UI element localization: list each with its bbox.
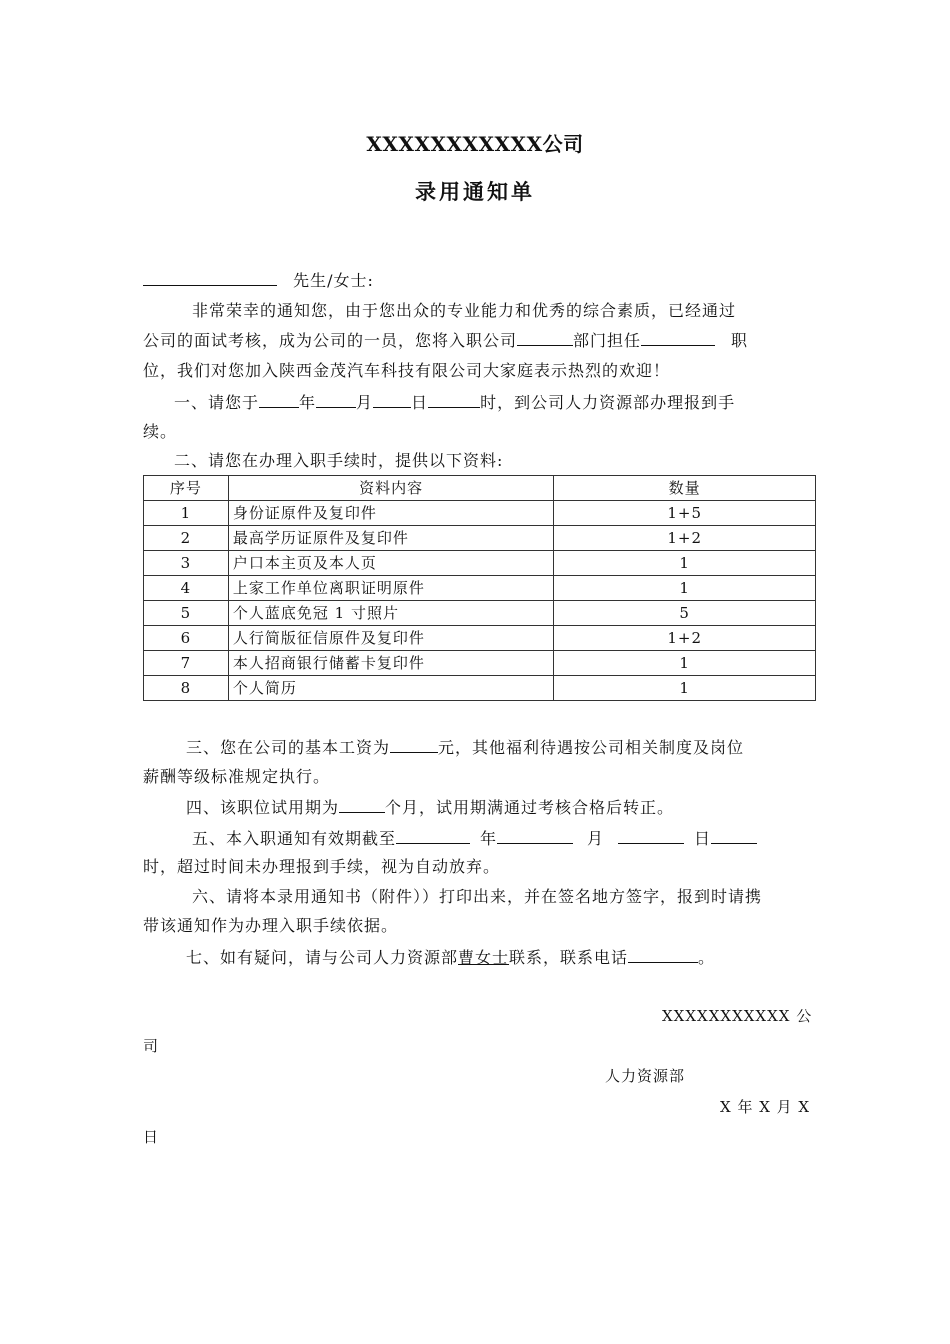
row-item: 最高学历证原件及复印件 (228, 526, 553, 551)
row-quantity: 1 (554, 576, 816, 601)
expiry-year-blank (396, 828, 470, 844)
row-number: 2 (144, 526, 229, 551)
expiry-day-blank (618, 828, 684, 844)
header-quantity: 数量 (554, 476, 816, 501)
row-item: 本人招商银行储蓄卡复印件 (228, 651, 553, 676)
item-7-middle: 联系，联系电话 (509, 948, 629, 967)
table-row (144, 501, 816, 526)
item-5-day: 日 (694, 829, 712, 848)
row-item: 个人蓝底免冠 1 寸照片 (228, 601, 553, 626)
item-6-line-2: 带该通知作为办理入职手续依据。 (143, 916, 399, 935)
item-1-year: 年 (299, 393, 317, 412)
table-row (144, 576, 816, 601)
phone-blank (628, 947, 698, 963)
row-number: 7 (144, 651, 229, 676)
item-1-day: 日 (411, 393, 429, 412)
expiry-month-blank (497, 828, 573, 844)
row-item: 人行简版征信原件及复印件 (228, 626, 553, 651)
item-7-prefix: 七、如有疑问，请与公司人力资源部 (186, 948, 459, 967)
signature-date-a: X 年 X 月 X (720, 1098, 811, 1116)
row-quantity: 1+2 (554, 626, 816, 651)
item-2-text: 二、请您在办理入职手续时，提供以下资料: (174, 451, 504, 470)
document-title: 录用通知单 (415, 179, 535, 204)
signature-date-b: 日 (143, 1128, 160, 1146)
row-number: 4 (144, 576, 229, 601)
report-year-blank (259, 392, 299, 408)
documents-table (143, 475, 816, 701)
salutation-line (143, 270, 374, 291)
table-row (144, 676, 816, 701)
intro-line-1: 非常荣幸的通知您，由于您出众的专业能力和优秀的综合素质，已经通过 (192, 301, 737, 320)
table-row (144, 526, 816, 551)
name-blank (143, 270, 277, 286)
row-number: 1 (144, 501, 229, 526)
row-quantity: 1+5 (554, 501, 816, 526)
row-quantity: 1+2 (554, 526, 816, 551)
table-row (144, 551, 816, 576)
row-quantity: 1 (554, 676, 816, 701)
row-quantity: 1 (554, 551, 816, 576)
contact-person: 曹女士 (458, 948, 510, 967)
item-4-suffix: 个月，试用期满通过考核合格后转正。 (385, 798, 675, 817)
item-3-prefix: 三、您在公司的基本工资为 (186, 738, 391, 757)
item-4-prefix: 四、该职位试用期为 (186, 798, 340, 817)
probation-blank (339, 797, 385, 813)
item-5-line-2: 时，超过时间未办理报到手续，视为自动放弃。 (143, 857, 501, 876)
table-row (144, 626, 816, 651)
item-1-suffix: 时，到公司人力资源部办理报到手 (480, 393, 736, 412)
department-blank (517, 330, 573, 346)
item-1-month: 月 (356, 393, 374, 412)
item-3-line-1 (186, 737, 744, 758)
item-5-year: 年 (480, 829, 498, 848)
table-row (144, 601, 816, 626)
row-quantity: 5 (554, 601, 816, 626)
row-number: 5 (144, 601, 229, 626)
signature-company-b: 司 (143, 1037, 160, 1055)
item-5-line-1 (192, 828, 757, 849)
intro-line-2-text: 公司的面试考核，成为公司的一员，您将入职公司 (143, 331, 518, 350)
row-number: 3 (144, 551, 229, 576)
row-number: 8 (144, 676, 229, 701)
item-3-line-2: 薪酬等级标准规定执行。 (143, 767, 331, 786)
row-item: 个人简历 (228, 676, 553, 701)
row-item: 户口本主页及本人页 (228, 551, 553, 576)
position-blank (641, 330, 715, 346)
item-1-line-1 (174, 392, 735, 413)
item-3-suffix: 元，其他福利待遇按公司相关制度及岗位 (438, 738, 745, 757)
salary-blank (390, 737, 438, 753)
intro-line-2-role: 部门担任 (573, 331, 642, 350)
report-month-blank (316, 392, 356, 408)
intro-line-2-end: 职 (731, 331, 749, 350)
table-row (144, 651, 816, 676)
row-item: 身份证原件及复印件 (228, 501, 553, 526)
report-hour-blank (428, 392, 480, 408)
intro-line-3: 位，我们对您加入陕西金茂汽车科技有限公司大家庭表示热烈的欢迎！ (143, 361, 671, 380)
item-4-line (186, 797, 674, 818)
table-header-row (144, 476, 816, 501)
item-5-prefix: 五、本入职通知有效期截至 (192, 829, 397, 848)
row-item: 上家工作单位离职证明原件 (228, 576, 553, 601)
intro-line-2 (143, 330, 748, 351)
expiry-hour-blank (711, 828, 757, 844)
item-1-line-2: 续。 (143, 422, 178, 441)
item-5-month: 月 (587, 829, 605, 848)
company-title: XXXXXXXXXXX公司 (366, 132, 584, 156)
signature-department: 人力资源部 (605, 1067, 686, 1085)
header-content: 资料内容 (228, 476, 553, 501)
item-1-prefix: 一、请您于 (174, 393, 260, 412)
item-7-suffix: 。 (698, 948, 716, 967)
row-number: 6 (144, 626, 229, 651)
signature-company-a: XXXXXXXXXXX 公 (662, 1007, 813, 1025)
item-7-line (186, 947, 715, 968)
item-6-line-1: 六、请将本录用通知书（附件））打印出来，并在签名地方签字，报到时请携 (192, 887, 763, 906)
row-quantity: 1 (554, 651, 816, 676)
report-day-blank (373, 392, 411, 408)
salutation-text: 先生/女士: (293, 271, 374, 290)
header-number: 序号 (144, 476, 229, 501)
